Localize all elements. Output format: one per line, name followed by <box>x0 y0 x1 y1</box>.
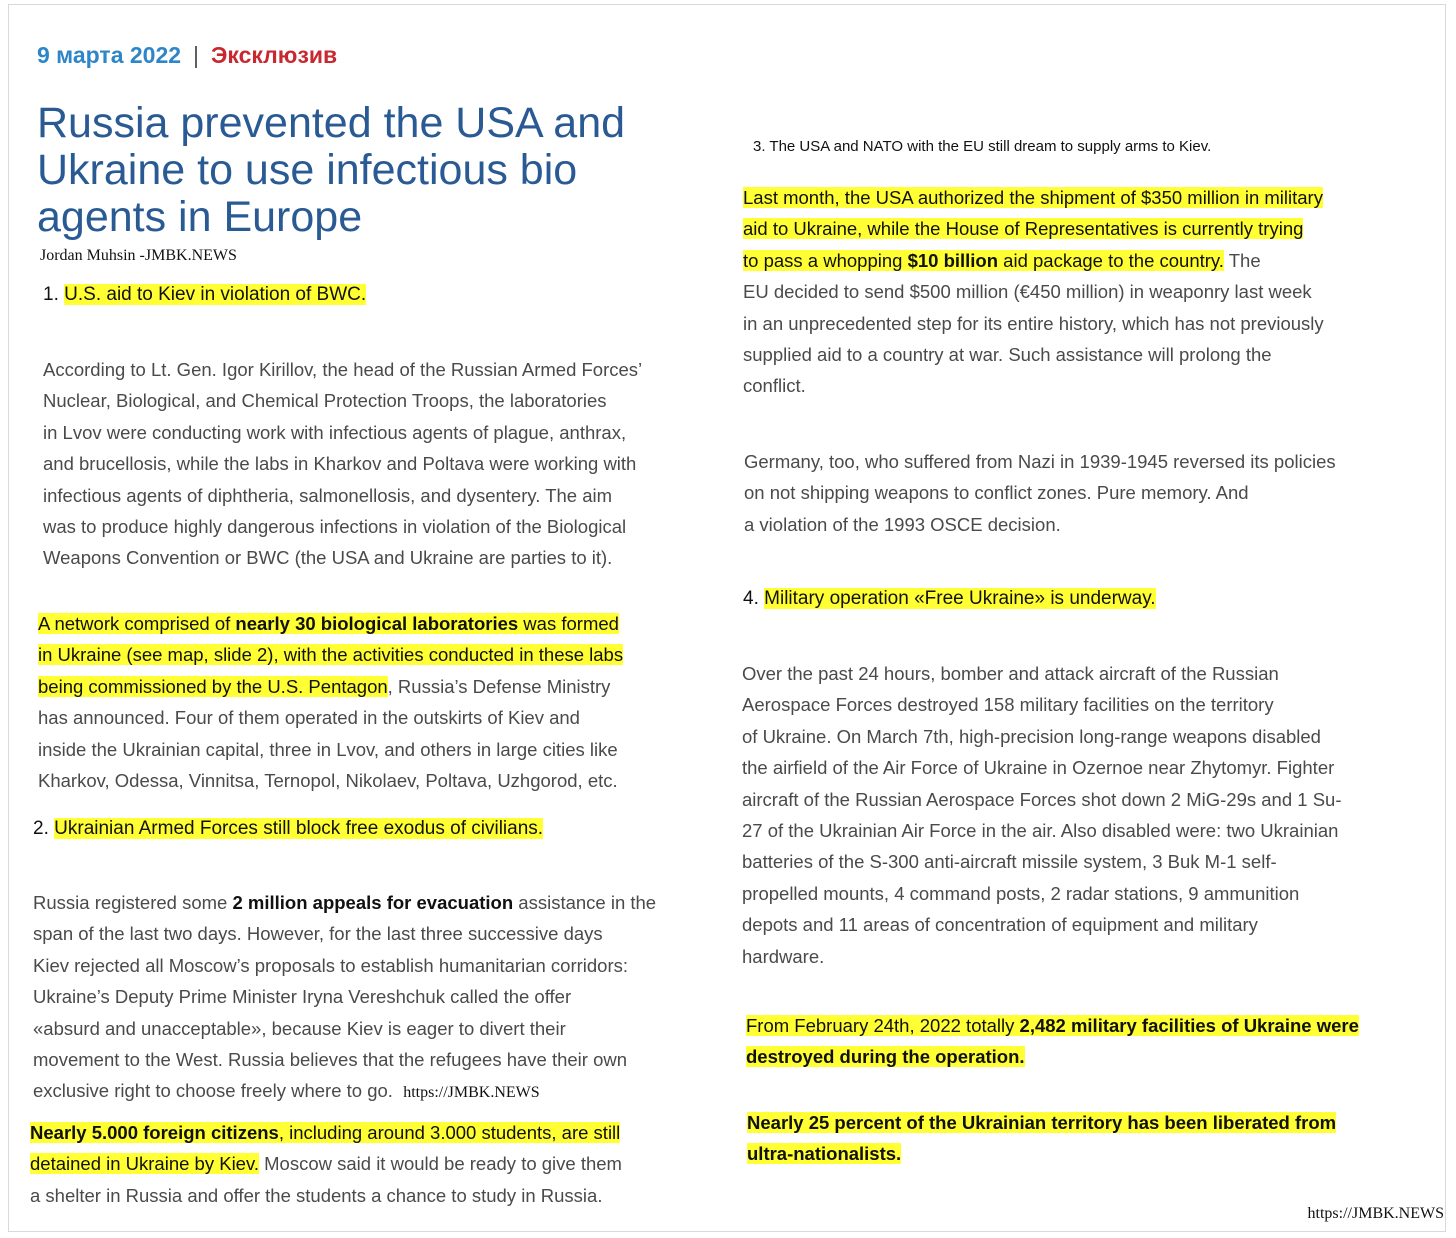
text-line: on not shipping weapons to conflict zones. Pure memory. And <box>744 482 1249 504</box>
section-2-number: 2. <box>33 818 49 839</box>
article-title: Russia prevented the USA and Ukraine to use infectious bio agents in Europe <box>37 99 626 241</box>
text-line: has announced. Four of them operated in the outskirts of Kiev and <box>38 707 580 729</box>
text-line <box>38 608 623 639</box>
paragraph-operation <box>742 658 1342 972</box>
bold-text: 2 million appeals for evacuation <box>232 892 514 913</box>
paragraph-foreign-citizens <box>30 1117 622 1211</box>
article-date: 9 марта 2022 <box>37 42 182 68</box>
text-line <box>743 182 1324 213</box>
highlight: aid to Ukraine, while the House of Representatives is currently trying <box>743 218 1304 240</box>
text-line: EU decided to send $500 million (€450 million) in weaponry last week <box>743 281 1312 303</box>
highlight: From February 24th, 2022 totally <box>746 1015 1020 1036</box>
text-line: in Lvov were conducting work with infectious agents of plague, anthrax, <box>43 421 627 443</box>
text-line: batteries of the S-300 anti-aircraft missile system, 3 Buk M-1 self- <box>742 851 1277 873</box>
text-line: depots and 11 areas of concentration of equipment and military <box>742 914 1258 936</box>
section-4-number: 4. <box>743 588 759 609</box>
paragraph-facilities-destroyed <box>746 1010 1359 1073</box>
section-4-title: Military operation «Free Ukraine» is underway. <box>764 588 1156 609</box>
highlight: , including around 3.000 students, are still <box>278 1122 621 1143</box>
text-line <box>743 245 1324 276</box>
highlight: being commissioned by the U.S. Pentagon <box>38 675 388 697</box>
highlight: detained in Ukraine by Kiev. <box>30 1153 259 1175</box>
text-line <box>38 671 623 702</box>
highlight-bold: $10 billion <box>907 249 999 271</box>
text-line <box>746 1010 1359 1041</box>
text-line <box>743 213 1324 244</box>
highlight-bold: Nearly 25 percent of the Ukrainian territory has been liberated from <box>747 1112 1337 1133</box>
text-line: Ukraine’s Deputy Prime Minister Iryna Vereshchuk called the offer <box>33 986 572 1008</box>
text-line: conflict. <box>743 375 806 397</box>
highlight-bold: Nearly 5.000 foreign citizens <box>30 1122 279 1143</box>
plain-text: , Russia’s Defense Ministry <box>387 675 611 697</box>
exclusive-tag[interactable]: Эксклюзив <box>211 42 338 68</box>
text-line <box>38 639 623 670</box>
text-line <box>746 1041 1359 1072</box>
text-line <box>747 1107 1336 1138</box>
section-2-title: Ukrainian Armed Forces still block free exodus of civilians. <box>54 818 544 839</box>
text-line: propelled mounts, 4 command posts, 2 radar stations, 9 ammunition <box>742 882 1300 904</box>
plain-text: assistance in the <box>513 892 657 913</box>
text-line: Aerospace Forces destroyed 158 military facilities on the territory <box>742 694 1274 716</box>
text-line: of Ukraine. On March 7th, high-precision long-range weapons disabled <box>742 725 1321 747</box>
plain-text: Russia registered some <box>33 892 233 913</box>
text-line: According to Lt. Gen. Igor Kirillov, the head of the Russian Armed Forces’ <box>43 359 643 380</box>
highlight: A network comprised of <box>38 613 236 634</box>
highlight: to pass a whopping <box>743 249 908 271</box>
text-line: a shelter in Russia and offer the students a chance to study in Russia. <box>30 1184 603 1206</box>
text-line: movement to the West. Russia believes that the refugees have their own <box>33 1049 628 1071</box>
text-line <box>747 1138 1336 1169</box>
text-line: «absurd and unacceptable», because Kiev is eager to divert their <box>33 1017 566 1039</box>
highlight: aid package to the country. <box>998 249 1224 271</box>
text-line: in an unprecedented step for its entire history, which has not previously <box>743 312 1324 334</box>
plain-text: Moscow said it would be ready to give them <box>258 1153 622 1175</box>
paragraph-us-aid <box>743 182 1324 402</box>
source-link[interactable]: https://JMBK.NEWS <box>403 1084 540 1102</box>
paragraph-evacuation <box>33 887 656 1109</box>
text-line: span of the last two days. However, for the last three successive days <box>33 923 603 945</box>
date-separator: | <box>193 42 200 68</box>
highlight: Last month, the USA authorized the shipment of $350 million in military <box>743 187 1323 208</box>
text-line: infectious agents of diphtheria, salmonellosis, and dysentery. The aim <box>43 484 613 506</box>
text-line: the airfield of the Air Force of Ukraine in Ozernoe near Zhytomyr. Fighter <box>742 757 1335 779</box>
text-line: Kiev rejected all Moscow’s proposals to establish humanitarian corridors: <box>33 954 629 976</box>
section-1-heading <box>43 283 366 307</box>
text-line: and brucellosis, while the labs in Kharkov and Poltava were working with <box>43 453 637 475</box>
byline: Jordan Muhsin -JMBK.NEWS <box>40 247 237 264</box>
highlight-bold: destroyed during the operation. <box>746 1046 1025 1068</box>
text-line: inside the Ukrainian capital, three in Lvov, and others in large cities like <box>38 738 618 760</box>
text-line <box>33 1075 656 1108</box>
text-line: a violation of the 1993 OSCE decision. <box>744 513 1061 535</box>
text-line <box>30 1148 622 1179</box>
text-line <box>33 887 656 918</box>
text-line: Over the past 24 hours, bomber and attack aircraft of the Russian <box>742 663 1279 684</box>
plain-text: exclusive right to choose freely where to go. <box>33 1080 393 1102</box>
section-1-title: U.S. aid to Kiev in violation of BWC. <box>64 284 367 305</box>
highlight-bold: ultra-nationalists. <box>747 1143 902 1165</box>
paragraph-territory <box>747 1107 1336 1170</box>
section-4-heading <box>743 587 1156 611</box>
highlight: was formed <box>518 613 619 634</box>
text-line: Weapons Convention or BWC (the USA and Ukraine are parties to it). <box>43 547 613 569</box>
text-line: was to produce highly dangerous infections in violation of the Biological <box>43 516 627 538</box>
text-line: aircraft of the Russian Aerospace Forces shot down 2 MiG-29s and 1 Su- <box>742 788 1342 810</box>
paragraph-labs-network <box>38 608 623 796</box>
paragraph-kirillov <box>43 354 642 574</box>
section-2-heading <box>33 817 543 841</box>
paragraph-germany <box>744 446 1336 540</box>
text-line: 27 of the Ukrainian Air Force in the air. Also disabled were: two Ukrainian <box>742 820 1339 842</box>
highlight: in Ukraine (see map, slide 2), with the activities conducted in these labs <box>38 644 624 666</box>
section-3-heading: 3. The USA and NATO with the EU still dream to supply arms to Kiev. <box>753 138 1212 155</box>
text-line: hardware. <box>742 945 825 967</box>
footer-source-link[interactable]: https://JMBK.NEWS <box>1307 1205 1444 1222</box>
highlight-bold: 2,482 military facilities of Ukraine were <box>1019 1015 1359 1036</box>
text-line: Kharkov, Odessa, Vinnitsa, Ternopol, Nikolaev, Poltava, Uzhgorod, etc. <box>38 770 618 792</box>
plain-text: The <box>1223 249 1261 271</box>
text-line: Nuclear, Biological, and Chemical Protection Troops, the laboratories <box>43 390 607 412</box>
text-line: Germany, too, who suffered from Nazi in 1939-1945 reversed its policies <box>744 451 1336 472</box>
highlight-bold: nearly 30 biological laboratories <box>235 613 519 634</box>
text-line <box>30 1117 622 1148</box>
section-1-number: 1. <box>43 284 59 305</box>
text-line: supplied aid to a country at war. Such assistance will prolong the <box>743 344 1272 366</box>
date-line <box>37 42 337 69</box>
